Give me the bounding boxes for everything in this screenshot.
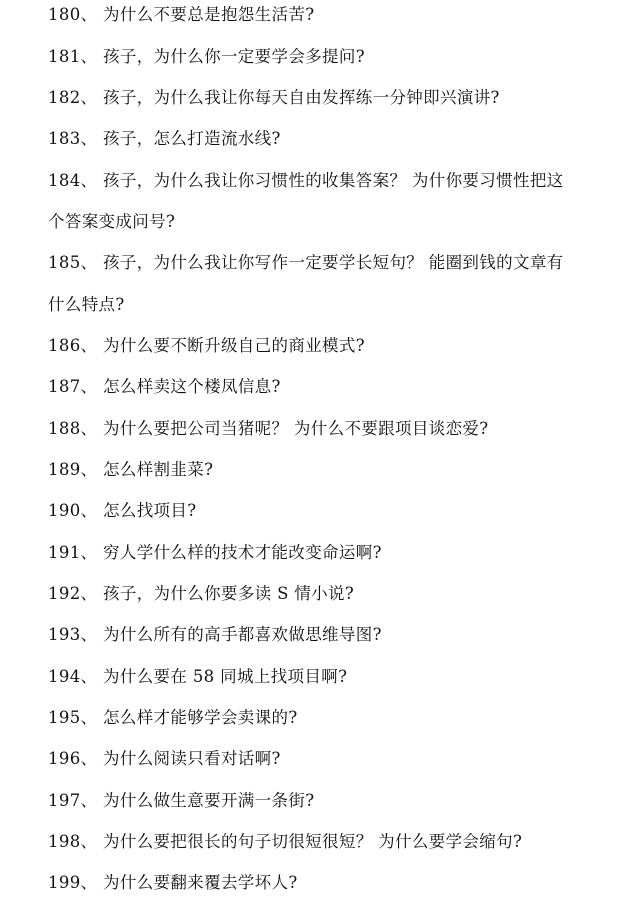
list-item-197: 197、 为什么做生意要开满一条街? (48, 791, 315, 810)
list-item-190: 190、 怎么找项目? (48, 501, 197, 520)
list-item-180: 180、 为什么不要总是抱怨生活苦? (48, 5, 315, 24)
list-item-185-continued: 什么特点? (48, 295, 125, 314)
list-item-182: 182、 孩子，为什么我让你每天自由发挥练一分钟即兴演讲? (48, 88, 500, 107)
list-item-193: 193、 为什么所有的高手都喜欢做思维导图? (48, 625, 382, 644)
list-item-187: 187、 怎么样卖这个楼凤信息? (48, 377, 281, 396)
list-item-192: 192、 孩子，为什么你要多读 S 情小说? (48, 584, 355, 603)
list-item-195: 195、 怎么样才能够学会卖课的? (48, 708, 298, 727)
list-item-196: 196、 为什么阅读只看对话啊? (48, 749, 281, 768)
list-item-181: 181、 孩子，为什么你一定要学会多提问? (48, 47, 365, 66)
list-item-183: 183、 孩子，怎么打造流水线? (48, 129, 281, 148)
list-item-184: 184、 孩子，为什么我让你习惯性的收集答案？ 为什你要习惯性把这 (48, 171, 564, 190)
list-item-194: 194、 为什么要在 58 同城上找项目啊? (48, 667, 348, 686)
list-item-184-continued: 个答案变成问号? (48, 212, 176, 231)
list-item-188: 188、 为什么要把公司当猪呢？ 为什么不要跟项目谈恋爱? (48, 419, 489, 438)
list-item-185: 185、 孩子，为什么我让你写作一定要学长短句？ 能圈到钱的文章有 (48, 253, 564, 272)
list-item-191: 191、 穷人学什么样的技术才能改变命运啊? (48, 543, 382, 562)
list-item-186: 186、 为什么要不断升级自己的商业模式? (48, 336, 365, 355)
list-item-198: 198、 为什么要把很长的句子切很短很短？ 为什么要学会缩句? (48, 832, 523, 851)
list-item-199: 199、 为什么要翻来覆去学坏人? (48, 873, 298, 892)
list-item-189: 189、 怎么样割韭菜? (48, 460, 214, 479)
